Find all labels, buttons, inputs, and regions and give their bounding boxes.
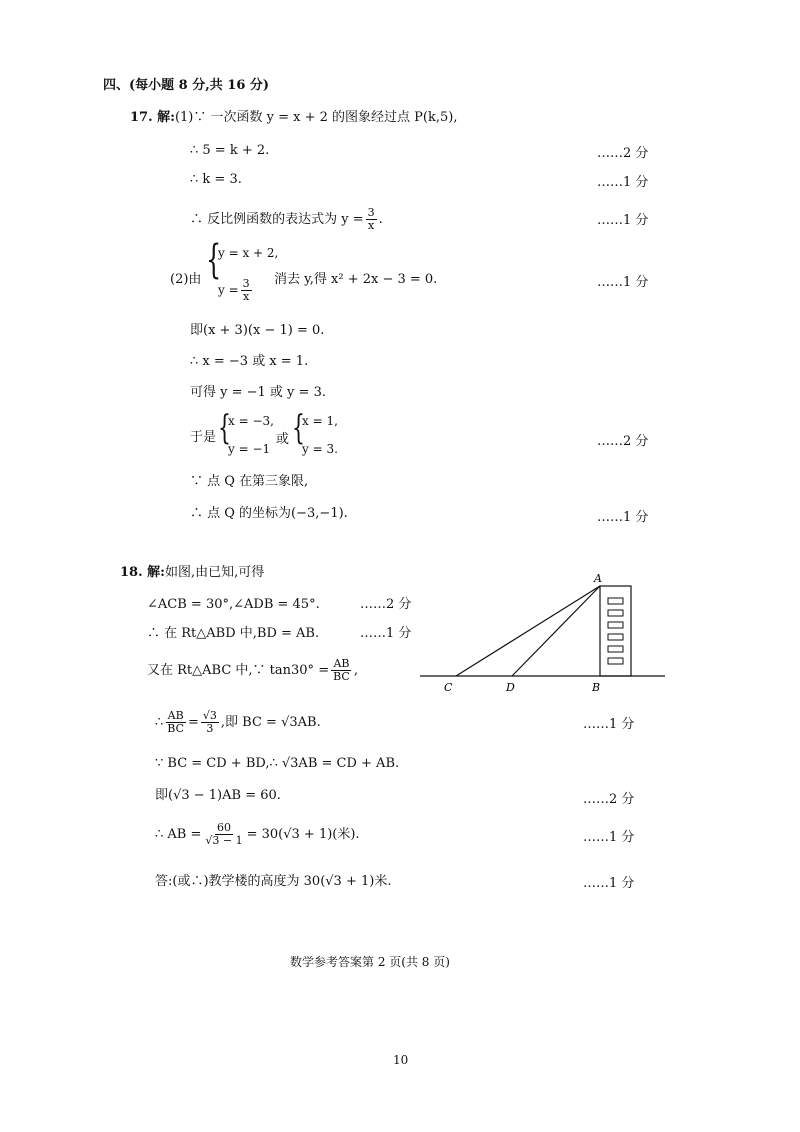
q17-quadrant: ∵ 点 Q 在第三象限, (190, 474, 309, 489)
q18-rt-abc (147, 656, 358, 686)
label-d: D (506, 681, 515, 694)
q17-line3-text: ∴ 反比例函数的表达式为 y = (190, 212, 364, 227)
fraction-numerator: 3 (367, 206, 375, 219)
q18-rt-abc-text: 又在 Rt△ABC 中,∵ tan30° = (147, 663, 330, 678)
q17-score-2: ……1 分 (597, 175, 649, 190)
solution1-x: x = −3, (228, 414, 274, 428)
q17-roots: ∴ x = −3 或 x = 1. (190, 354, 309, 369)
q17-coords: ∴ 点 Q 的坐标为(−3,−1). (190, 506, 348, 521)
system-eq2-lhs: y = (218, 283, 239, 297)
fraction-numerator: 3 (242, 277, 250, 290)
q18-sum: ∵ BC = CD + BD,∴ √3AB = CD + AB. (155, 756, 400, 771)
q17-score-1: ……2 分 (597, 146, 649, 161)
building-window (608, 610, 623, 616)
building-window (608, 658, 623, 664)
building-window (608, 598, 623, 604)
system-eq2-fraction (241, 278, 252, 303)
q17-line3-fraction (366, 207, 377, 232)
q17-line3 (190, 206, 383, 234)
system-eq2 (218, 278, 254, 303)
fraction-numerator: AB (333, 657, 350, 670)
fraction-numerator: 60 (216, 821, 231, 834)
q17-solution2 (292, 408, 362, 462)
q17-score-6: ……1 分 (597, 510, 649, 525)
brace-glyph: { (218, 408, 231, 448)
fraction-numerator: AB (167, 709, 184, 722)
q17-score-5: ……2 分 (597, 434, 649, 449)
q17-part2-label: (2)由 (170, 272, 202, 287)
q18-tan-fraction (331, 658, 352, 683)
q18-ratio-eq: = (188, 715, 199, 730)
q18-ratio-fraction1 (165, 710, 186, 735)
fraction-numerator: √3 (202, 709, 217, 722)
q18-ab-prefix: ∴ AB = (155, 827, 202, 842)
q18-ratio-rest: ,即 BC = √3AB. (220, 715, 321, 730)
q18-ab-rest: = 30(√3 + 1)(米). (246, 827, 360, 842)
q17-line1: ∴ 5 = k + 2. (190, 143, 270, 158)
q18-label: 18. 解: (120, 565, 165, 580)
building (600, 586, 631, 676)
q17-part1-intro: (1)∵ 一次函数 y = x + 2 的图象经过点 P(k,5), (174, 110, 458, 125)
q17-score-3: ……1 分 (597, 213, 649, 228)
q18-intro: 如图,由已知,可得 (164, 565, 265, 580)
q17-line2: ∴ k = 3. (190, 172, 242, 187)
q17-line3-end: . (378, 212, 383, 227)
q17-or: 或 (276, 432, 290, 447)
q18-rt-abd: ∴ 在 Rt△ABD 中,BD = AB. (147, 626, 320, 641)
fraction-denominator: 3 (206, 722, 214, 735)
fraction-denominator: BC (333, 670, 350, 683)
q17-thus: 于是 (190, 430, 217, 445)
brace-glyph: { (206, 237, 222, 283)
fraction-denominator: BC (167, 722, 184, 735)
q18-score-5: ……1 分 (583, 830, 635, 845)
q18-ab-fraction (203, 822, 244, 847)
building-window (608, 622, 623, 628)
q17-label: 17. 解: (130, 110, 175, 125)
q18-score-2: ……1 分 (360, 626, 412, 641)
q18-ratio-prefix: ∴ (155, 715, 164, 730)
q18-score-3: ……1 分 (583, 717, 635, 732)
line-da (512, 586, 600, 676)
q18-rt-abc-end: , (353, 663, 358, 678)
solution2-y: y = 3. (302, 442, 338, 456)
solution1-y: y = −1 (228, 442, 271, 456)
q17-eliminate: 消去 y,得 x² + 2x − 3 = 0. (274, 272, 438, 287)
q18-score-6: ……1 分 (583, 876, 635, 891)
label-a: A (594, 572, 602, 585)
fraction-denominator: x (243, 290, 250, 303)
fraction-denominator: √3 − 1 (205, 834, 243, 847)
label-b: B (592, 681, 601, 694)
q18-solve: 即(√3 − 1)AB = 60. (155, 788, 281, 803)
fraction-denominator: x (368, 219, 375, 232)
q18-answer: 答:(或∴)教学楼的高度为 30(√3 + 1)米. (155, 874, 392, 889)
section-heading: 四、(每小题 8 分,共 16 分) (103, 78, 270, 93)
q18-ratio (155, 708, 321, 738)
q17-yvals: 可得 y = −1 或 y = 3. (190, 385, 326, 400)
building-window (608, 646, 623, 652)
line-ca (456, 586, 600, 676)
system-eq1: y = x + 2, (218, 246, 279, 260)
q17-block (130, 110, 457, 126)
q17-factor: 即(x + 3)(x − 1) = 0. (190, 323, 325, 338)
q18-angles: ∠ACB = 30°,∠ADB = 45°. (147, 597, 320, 612)
q18-ab (155, 820, 360, 850)
page-number: 10 (393, 1053, 409, 1067)
q17-score-4: ……1 分 (597, 275, 649, 290)
q18-header (120, 565, 264, 581)
brace-glyph: { (292, 408, 305, 448)
q17-system (206, 237, 279, 310)
page-footer: 数学参考答案第 2 页(共 8 页) (290, 955, 450, 969)
q18-ratio-fraction2 (201, 710, 219, 735)
solution2-x: x = 1, (302, 414, 338, 428)
label-c: C (444, 681, 453, 694)
q18-score-1: ……2 分 (360, 597, 412, 612)
building-window (608, 634, 623, 640)
q18-figure (420, 570, 665, 695)
q18-score-4: ……2 分 (583, 792, 635, 807)
